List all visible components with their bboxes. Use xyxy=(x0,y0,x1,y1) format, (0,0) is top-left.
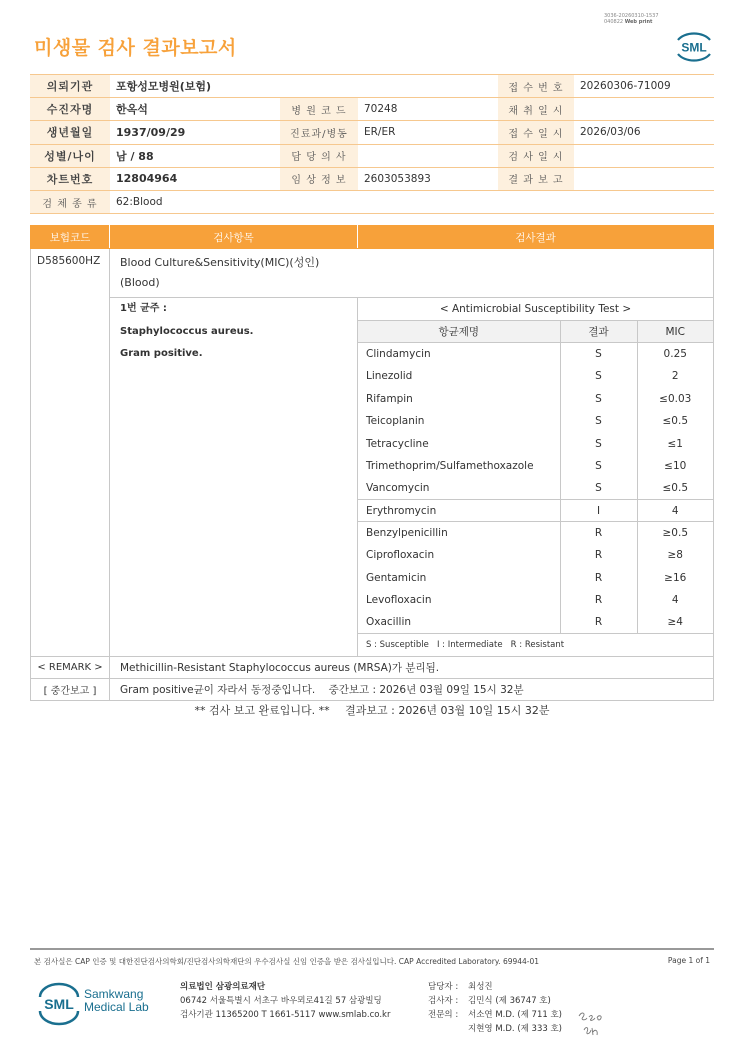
drug-mic: 4 xyxy=(637,589,713,611)
drug-result: S xyxy=(560,343,637,365)
test-item-line2: (Blood) xyxy=(120,276,160,289)
ast-row xyxy=(358,455,713,477)
staff-name: 지현영 M.D. (제 333 호) xyxy=(468,1024,563,1034)
page-title: 미생물 검사 결과보고서 xyxy=(34,37,237,59)
info-row xyxy=(30,121,714,144)
doctor-label: 담 당 의 사 xyxy=(280,144,358,167)
ast-title: < Antimicrobial Susceptibility Test > xyxy=(358,298,713,320)
specimen-label: 검 체 종 류 xyxy=(30,190,110,213)
page-number: Page 1 of 1 xyxy=(667,956,710,965)
drug-mic: ≤1 xyxy=(637,432,713,454)
drug-result: S xyxy=(560,410,637,432)
org-info xyxy=(180,980,390,1022)
drug-mic: ≤0.03 xyxy=(637,388,713,410)
drug-mic: ≥8 xyxy=(637,544,713,566)
collection-date-label: 채 취 일 시 xyxy=(498,98,574,121)
brand-name xyxy=(84,988,149,1014)
requester-label: 의뢰기관 xyxy=(30,75,110,98)
staff-name: 서소연 M.D. (제 711 호) xyxy=(468,1010,563,1020)
staff-row xyxy=(428,1008,562,1022)
ast-section xyxy=(358,298,714,657)
print-code-line2: 040822 xyxy=(604,19,624,25)
interim-text: Gram positive균이 자라서 동정중입니다. 중간보고 : 2026년 03월 09일 15시 32분 xyxy=(110,678,714,700)
drug-name: Rifampin xyxy=(366,392,413,405)
drug-mic: ≤0.5 xyxy=(637,410,713,432)
drug-name: Levofloxacin xyxy=(366,594,432,607)
clinical-info-label: 임 상 정 보 xyxy=(280,167,358,190)
final-report-time: 결과보고 : 2026년 03월 10일 15시 32분 xyxy=(345,704,550,717)
result-table xyxy=(30,225,714,701)
doctor-value xyxy=(358,144,498,167)
print-code-line1: 3036-20260310-1537 xyxy=(604,13,659,19)
handwritten-signature xyxy=(576,1008,612,1038)
result-report-value xyxy=(574,167,714,190)
sml-logo-text: SML xyxy=(681,40,707,55)
drug-name: Benzylpenicillin xyxy=(358,522,560,544)
brand-line2: Medical Lab xyxy=(84,1000,149,1014)
drug-result: S xyxy=(560,477,637,499)
completion-line xyxy=(0,702,744,718)
staff-name: 김민식 (제 36747 호) xyxy=(468,996,551,1006)
organism-info xyxy=(110,298,358,657)
dept-value: ER/ER xyxy=(358,121,498,144)
remark-text: Methicillin-Resistant Staphylococcus aureus (MRSA)가 분리됨. xyxy=(110,656,714,678)
sml-footer-logo xyxy=(36,980,82,1026)
print-code xyxy=(604,13,684,25)
ast-row xyxy=(358,611,713,633)
receipt-no-value: 20260306-71009 xyxy=(574,75,714,98)
organism-line: 1번 균주 : xyxy=(120,303,167,314)
staff-list xyxy=(428,980,562,1036)
dept-label: 진료과/병동 xyxy=(280,121,358,144)
info-row xyxy=(30,75,714,98)
org-name: 의료법인 삼광의료재단 xyxy=(180,982,266,992)
ast-col-mic: MIC xyxy=(637,320,713,342)
interim-label: [ 중간보고 ] xyxy=(31,678,110,700)
brand-line1: Samkwang xyxy=(84,987,144,1001)
footer-divider xyxy=(30,948,714,950)
dob-value: 1937/09/29 xyxy=(110,121,280,144)
drug-result: R xyxy=(560,567,637,589)
sml-logo xyxy=(674,26,714,66)
col-header-item: 검사항목 xyxy=(110,226,358,249)
ast-row xyxy=(358,589,713,611)
clinical-info-value: 2603053893 xyxy=(358,167,498,190)
drug-mic: ≤0.5 xyxy=(637,477,713,499)
drug-mic: 0.25 xyxy=(637,343,713,365)
test-date-value xyxy=(574,144,714,167)
info-row xyxy=(30,167,714,190)
ast-row xyxy=(358,567,713,589)
drug-result: R xyxy=(560,522,637,544)
remark-label: < REMARK > xyxy=(31,656,110,678)
ast-col-result: 결과 xyxy=(560,320,637,342)
ast-row xyxy=(358,544,713,566)
ast-row xyxy=(358,365,713,387)
drug-result: R xyxy=(560,544,637,566)
staff-row xyxy=(428,1022,562,1036)
certification-text: 본 검사실은 CAP 인증 및 대한진단검사의학회/진단검사의학재단의 우수검사실 신임 인증을 받은 검사실입니다. CAP Accredited Laboratory. 69944-01 xyxy=(34,957,540,966)
staff-name: 최성진 xyxy=(468,982,493,992)
sex-age-label: 성별/나이 xyxy=(30,144,110,167)
requester-value: 포항성모병원(보험) xyxy=(110,75,498,98)
staff-row xyxy=(428,994,562,1008)
col-header-result: 검사결과 xyxy=(358,226,714,249)
hospital-code-label: 병 원 코 드 xyxy=(280,98,358,121)
drug-name: Vancomycin xyxy=(366,482,430,495)
staff-role: 담당자 : xyxy=(428,982,459,992)
receipt-no-label: 접 수 번 호 xyxy=(498,75,574,98)
drug-name: Trimethoprim/Sulfamethoxazole xyxy=(366,459,534,472)
drug-result: S xyxy=(560,365,637,387)
organism-line: Staphylococcus aureus. xyxy=(120,325,254,337)
name-label: 수진자명 xyxy=(30,98,110,121)
staff-role: 전문의 : xyxy=(428,1010,459,1020)
test-date-label: 검 사 일 시 xyxy=(498,144,574,167)
ast-row xyxy=(358,500,713,522)
info-row xyxy=(30,144,714,167)
ast-row xyxy=(358,432,713,454)
staff-role xyxy=(428,1022,468,1036)
print-code-label: Web print xyxy=(624,19,653,25)
drug-mic: ≥16 xyxy=(637,567,713,589)
drug-name: Ciprofloxacin xyxy=(366,549,435,562)
ast-row xyxy=(358,343,713,365)
drug-mic: ≤10 xyxy=(637,455,713,477)
ast-table xyxy=(358,298,713,656)
test-item-line1: Blood Culture&Sensitivity(MIC)(성인) xyxy=(120,256,320,269)
drug-mic: ≥4 xyxy=(637,611,713,633)
test-item xyxy=(110,249,714,298)
chart-no-value: 12804964 xyxy=(110,167,280,190)
specimen-value: 62:Blood xyxy=(110,190,714,213)
collection-date-value xyxy=(574,98,714,121)
sml-footer-logo-text: SML xyxy=(44,996,74,1012)
completion-text: ** 검사 보고 완료입니다. ** xyxy=(194,704,330,717)
drug-mic: 2 xyxy=(637,365,713,387)
drug-name: Clindamycin xyxy=(366,348,431,361)
drug-result: S xyxy=(560,432,637,454)
drug-result: R xyxy=(560,589,637,611)
staff-role: 검사자 : xyxy=(428,996,459,1006)
info-row xyxy=(30,98,714,121)
organism-line: Gram positive. xyxy=(120,348,203,359)
sex-age-value: 남 / 88 xyxy=(110,144,280,167)
info-row xyxy=(30,190,714,213)
patient-info-table xyxy=(30,74,714,214)
ast-legend: S : Susceptible I : Intermediate R : Resistant xyxy=(358,634,713,656)
org-contact: 검사기관 11365200 T 1661-5117 www.smlab.co.kr xyxy=(180,1010,391,1020)
drug-result: S xyxy=(560,455,637,477)
drug-result: R xyxy=(560,611,637,633)
drug-result: I xyxy=(560,500,637,522)
ast-row xyxy=(358,477,713,499)
drug-name: Teicoplanin xyxy=(366,415,425,428)
drug-mic: 4 xyxy=(637,500,713,522)
ast-row xyxy=(358,388,713,410)
drug-name: Tetracycline xyxy=(366,437,429,450)
name-value: 한옥석 xyxy=(110,98,280,121)
ast-row xyxy=(358,522,713,544)
drug-name: Linezolid xyxy=(366,370,413,383)
receipt-date-label: 접 수 일 시 xyxy=(498,121,574,144)
ast-row xyxy=(358,410,713,432)
receipt-date-value: 2026/03/06 xyxy=(574,121,714,144)
org-address: 06742 서울특별시 서초구 바우뫼로41길 57 삼광빌딩 xyxy=(180,996,382,1006)
result-report-label: 결 과 보 고 xyxy=(498,167,574,190)
drug-name: Oxacillin xyxy=(366,616,412,629)
dob-label: 생년월일 xyxy=(30,121,110,144)
drug-mic: ≥0.5 xyxy=(637,522,713,544)
insurance-code: D585600HZ xyxy=(31,249,110,657)
ast-col-drug: 항균제명 xyxy=(358,320,560,342)
drug-result: S xyxy=(560,388,637,410)
hospital-code-value: 70248 xyxy=(358,98,498,121)
drug-name: Gentamicin xyxy=(366,571,427,584)
staff-row xyxy=(428,980,562,994)
col-header-code: 보험코드 xyxy=(31,226,110,249)
drug-name: Erythromycin xyxy=(358,500,560,522)
chart-no-label: 차트번호 xyxy=(30,167,110,190)
